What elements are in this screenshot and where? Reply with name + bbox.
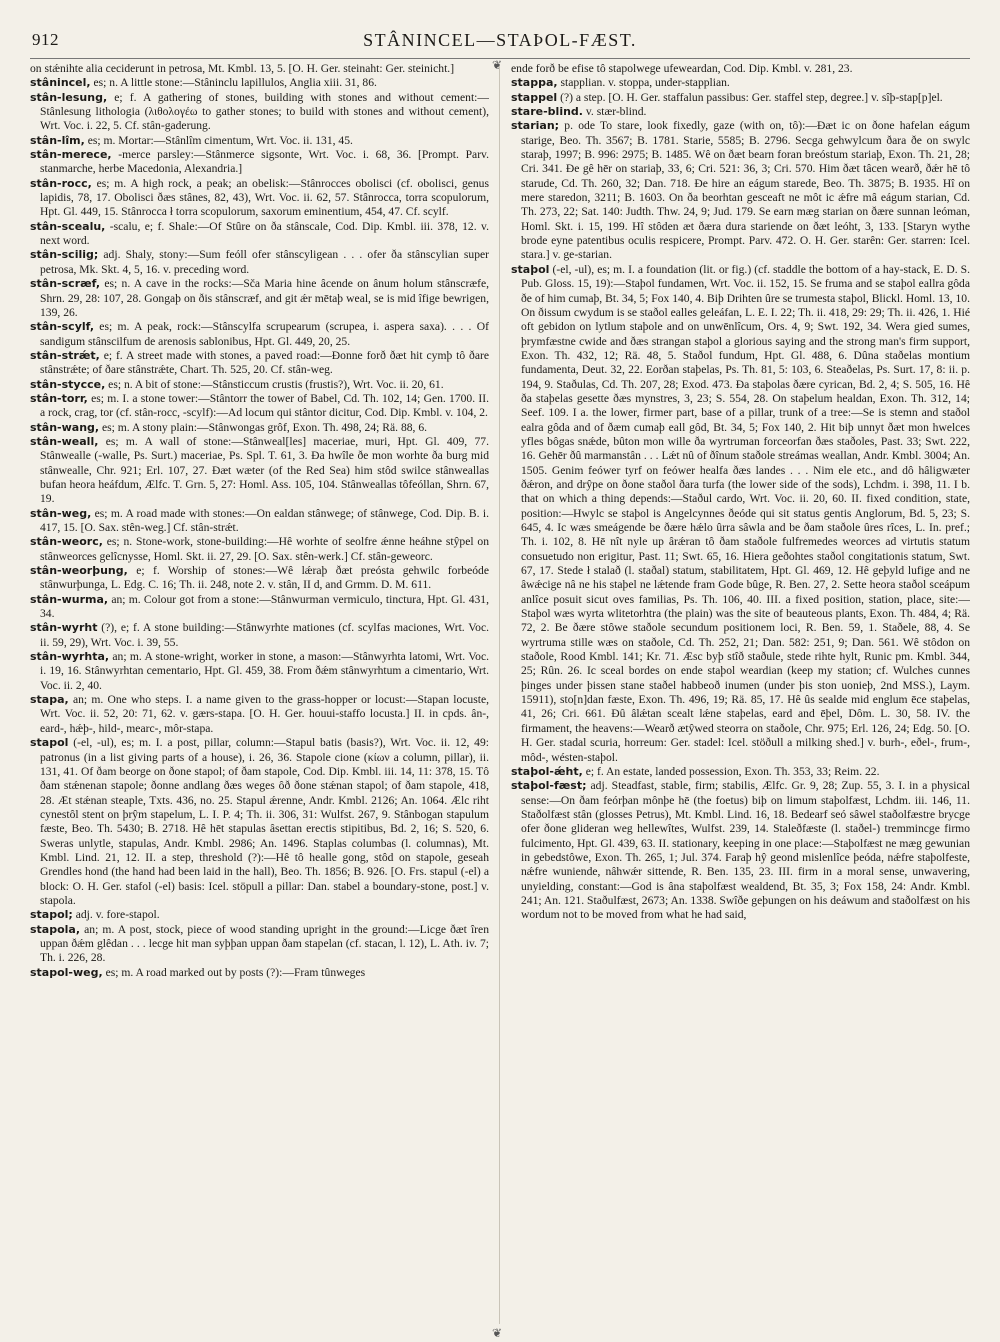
dictionary-entry — [30, 277, 489, 320]
entry-text: adj. Steadfast, stable, firm; stabilis, Ælfc. Gr. 9, 28; Zup. 55, 3. I. in a physical sense:—On ðam feórþan mônþe hē (the foetus) biþ on limum staþolfæst, Lchdm. iii. 146, 11. Staðolfæst stân (glosses Petrus), Mt. Kmbl. Lind. 16, 18. Bedearf seó sâwel staðolfæstre brycge ofer ðone glideran weg hellewîtes, Wulfst. 239, 14. Staleðfæste (l. staðel-) tremmincge firmo fulcimento, Hpt. Gl. 439, 63. II. stationary, keeping in one place:—Staþolfæst ne mæg gewunian in gebedstôwe, Exon. Th. 265, 1; Jul. 374. Faraþ hŷ geond mislenlîce þeóda, nǽfre staþolfeste, nǽfre wuniende, nâhwǽr sittende, R. Ben. 135, 23. III. firm in a moral sense, unwavering, unyielding, constant:—God is âna staþolfæst wealdend, Bt. 35, 3; Fox 158, 24: Andr. Kmbl. 241; An. 121. Staðulfæst, 2673; An. 1338. Swîðe geþungen on his deáwum and staðolfæst on his wordum not to be moved from what he had said, — [521, 779, 970, 922]
entry-text: (-el, -ul), es; m. I. a foundation (lit. or fig.) (cf. staddle the bottom of a hay-stack, E. D. S. Pub. Gloss. 15, 19):—Staþol fundamen, Wrt. Voc. ii. 152, 15. Se fruma and se staþol eallra gôda ðe of him cumaþ, Bt. 34, 5; Fox 140, 4. Biþ Drihten ûre se trumesta staþol, Blickl. Homl. 13, 10. On ðissum cwydum is se staðol ealles geleáfan, L. E. I. 22; Th. ii. 418, 29: 29; Th. ii. 426, 1. Hié oft gebidon on lytlum staþole and on unwēnlîcum, Ors. 4, 9; Swt. 192, 34. Wera gied sumes, þrymfæstne cwide and ðæs strangan staþol a glorious saying and the strong man's firm support, Exon. Th. 432, 12; Rä. 48, 5. Staðol fundum, Hpt. Gl. 488, 6. Dûna staðelas montium fundamenta, Deut. 32, 22. Eorðan staþelas, Ps. Th. 81, 5: 103, 6. Steaðelas, Ps. Surt. 17, 8: ii. p. 194, 9. Staðulas, Cd. Th. 207, 28; Exod. 473. Ða staþolas ðære cyrican, Bd. 2, 4; S. 505, 16. Hê ða staþelas gesette ðæs mynstres, 3, 23; S. 554, 28. On staþelum healdan, Exon. Th. 312, 14; Seef. 109. I a. the lower, firmer part, base of a pillar, trunk of a tree:—Se is stemn and staðol ealra gôda and of ðæm cumaþ eall gôd, Bt. 34, 5; Fox 140, 2. Hit biþ unnyt ðæt mon hwelces yfles bôgas snǽde, bûton mon wille ða wyrtruman forceorfan ðæs staðoles, Past. 33; Swt. 222, 16. Gehēr ðû marmanstân . . . Lǽt nû of ðînum staðole streámas weallan, Andr. Kmbl. 3004; An. 1505. Genim feówer tyrf on feówer healfa ðæs landes . . . Nim ele etc., and dô hâligwæter ðǽron, and drŷpe on ðone staðol ðara turfa (the lower side of the sods), Lchdm. i. 398, 11. I b. that on which a thing depends:—Staðul cardo, Wrt. Voc. ii. 20, 60. II. fixed condition, state, position:—Hwylc se staþol is Angelcynnes ðeóde qui sit status gentis Anglorum, Bd. 5, 23; S. 645, 4. Ic wæs smeágende be ðære hǽlo ûrra sâwla and be ðam staðole ûres rîces, L. In. pref.; Th. i. 102, 8. Hē nît nyle up ârǽran tô ðam staðole fulfremedes weorces ad virtutis statum consuetudo non erigitur, Past. 11; Swt. 65, 16. Hiera geðohtes staðol congitationis statum, Swt. 67, 17. Stede ł stalað (l. staðal) statum, stabilitatem, Hpt. Gl. 469, 12. Hê geþyld lufige and ne âwǽcige nâ ne his staþel ne lǽtende fram Gode bûge, R. Ben. 27, 2. Sette heora staðol sceápum anlîce posuit sicut oves familias, Ps. Th. 106, 40. III. a fixed position, station, place, site:—Staþol wæs wyrta wlitetorhtra (the plain) was the site of beauteous plants, Exon. Th. 484, 4; Rä. 72, 2. Be ðære stôwe staðole secundum positionem loci, R. Ben. 59, 1. Staðele, 88, 4. Se wyrtruma stille wæs on staðole, Cd. Th. 252, 21; Dan. 582: 251, 9; Dan. 561. Wê stôdon on staðole, Rood Kmbl. 141; Kr. 71. Æsc byþ stîð staðule, stede rihte hylt, Runic pm. Kmbl. 344, 25; Rûn. 26. Ic sceal bordes on ende staþol weardian (keep my station; cf. Wulches cunnes þinges under þissen stane staðel habbeoð inumen (under þis ston uonieþ, 2nd MSS.), Laym. 15911), sto[n]dan fæste, Exon. Th. 496, 19; Rä. 85, 17. Hê ûs sealde mid englum ēce staþelas, 41, 26; Cri. 661. Ðû âlǽtan scealt lǽne staþelas, eard and ēþel, Dôm. L. 30, 58. IV. the firmament, the heavens:—Wearð ætŷwed steorra on staðole, Chr. 975; Erl. 126, 24; Edg. 50. [O. H. Ger. stadal scuria, horreum: Ger. stadel: Icel. stöðull a milking shed.] v. burh-, eðel-, frum-, môd-, wésten-staþol. — [521, 262, 970, 764]
dictionary-entry — [30, 650, 489, 693]
entry-text: e; f. An estate, landed possession, Exon. Th. 353, 33; Reim. 22. — [582, 764, 880, 778]
entry-text: -scalu, e; f. Shale:—Of Stûre on ða stânscale, Cod. Dip. Kmbl. iii. 378, 12. v. next word. — [40, 219, 489, 248]
dictionary-entry — [30, 177, 489, 220]
headword: stân-weall, — [30, 434, 99, 448]
headword: staþol-ǽht, — [511, 764, 583, 778]
dictionary-entry — [30, 593, 489, 622]
headword: stapa, — [30, 693, 69, 707]
page-number: 912 — [32, 30, 59, 49]
dictionary-entry — [30, 76, 489, 90]
dictionary-entry — [30, 507, 489, 536]
dictionary-entry — [511, 119, 970, 262]
entry-text: es; n. A little stone:—Stâninclu lapillulos, Anglia xiii. 31, 86. — [90, 76, 377, 90]
dictionary-entry — [30, 220, 489, 249]
headword: stân-scræf, — [30, 277, 101, 291]
entry-text: v. stær-blind. — [582, 105, 647, 119]
headword: stân-weorc, — [30, 535, 103, 549]
entry-text: an; m. Colour got from a stone:—Stânwurman vermiculo, tinctura, Hpt. Gl. 431, 34. — [40, 592, 489, 621]
entry-text: es; m. I. a stone tower:—Stântorr the tower of Babel, Cd. Th. 102, 14; Gen. 1700. II. a rock, crag, tor (cf. stân-rocc, -scylf):—Ad locum qui stântor dicitur, Cod. Dip. Kmbl. v. 104, 2. — [40, 391, 489, 420]
dictionary-entry — [511, 765, 970, 779]
headword: stânincel, — [30, 76, 91, 90]
dictionary-entry — [30, 564, 489, 593]
entry-text: p. ode To stare, look fixedly, gaze (with on, tô):—Ðæt ic on ðone hafelan eágum starige, Beo. Th. 3567; B. 1781. Starie, 5585; B. 2796. Secga gehwylcum ðara ðe on swylc staraþ, 1997; B. 996: 2975; B. 1485. Wê on ðæt bearn foran breóstum stariaþ, Exon. Th. 21, 28; Cri. 341. Ðe gê hēr on stariaþ, 33, 6; Cri. 521: 36, 3; Cri. 570. Him ðæt tâcen wearð, ðǽr hē tô starude, Cd. Th. 260, 32; Dan. 718. Ðe hire an eágum starede, Beo. Th. 3875; B. 1935. Hî on mere staredon, 3211; B. 1603. On ða beorhtan gesceaft ne môt ic ǽfre mâ eágum starian, Cd. Th. 273, 22; Sat. 140: Judth. Thw. 24, 9; Jud. 179. Se earn mæg starian on ðære sunnan leóman, Homl. Skt. i. 15, 199. Hî stôden æt ðæra dura stariende on ðæt leóht, 3, 133. [Staryn wythe brode eyne patentibus oculis respicere, Prompt. Parv. 472. O. H. Ger. starên: Ger. starren: Icel. stara.] v. ge-starian. — [521, 119, 970, 262]
headword: stapol; — [30, 908, 73, 922]
headword: stân-scealu, — [30, 219, 106, 233]
entry-text: es; m. A road marked out by posts (?):—Fram tûnweges — [102, 965, 366, 979]
entry-text: es; m. A road made with stones:—On ealdan stânwege; of stânwege, Cod. Dip. B. i. 417, 15. [O. Sax. stên-weg.] Cf. stân-strǽt. — [40, 506, 489, 534]
headword: stapol — [30, 736, 69, 750]
entry-text: es; m. Mortar:—Stânlîm cimentum, Wrt. Voc. ii. 131, 45. — [84, 133, 353, 147]
dictionary-entry — [511, 76, 970, 90]
headword: staþol-fæst; — [511, 779, 587, 793]
headword: stân-weorþung, — [30, 564, 128, 578]
entry-text: es; m. A peak, rock:—Stânscylfa scrupearum (scrupea, i. aspera saxa). . . . Of sandigum stânscilfum de arenosis sablonibus, Hpt. Gl. 449, 20, 25. — [40, 320, 489, 348]
dictionary-entry — [30, 349, 489, 378]
headword: starian; — [511, 119, 560, 133]
dictionary-entry — [30, 923, 489, 966]
dictionary-entry — [30, 693, 489, 736]
page-title: STÂNINCEL—STAÞOL-FÆST. — [363, 30, 637, 50]
entry-text: es; n. A cave in the rocks:—Sča Maria hine âcende on ânum holum stânscræfe, Shrn. 29, 28: 107, 28. Gongaþ on ðis stânscræf, and git ǽr mētaþ weal, se is mid îfige bewrigen, 139, 26. — [40, 277, 489, 319]
dictionary-entry — [30, 966, 489, 980]
dictionary-entry — [30, 736, 489, 908]
dictionary-entry — [30, 148, 489, 177]
entry-text: adj. v. fore-stapol. — [72, 908, 160, 922]
entry-text: stapplian. v. stoppa, under-stapplian. — [557, 76, 730, 90]
entry-text: e; f. A street made with stones, a paved road:—Ðonne forð ðæt hit cymþ tô ðare stânstrǽte; of ðare stânstrǽte, Chart. Th. 525, 20. Cf. stân-weg. — [40, 348, 489, 377]
headword: stappel — [511, 90, 558, 104]
dictionary-entry — [30, 62, 489, 76]
headword: stân-scylf, — [30, 320, 94, 334]
headword: stapol-weg, — [30, 965, 103, 979]
entry-text: (?), e; f. A stone building:—Stânwyrhte mationes (cf. scylfas maciones, Wrt. Voc. ii. 59, 29), Wrt. Voc. i. 39, 55. — [40, 621, 489, 649]
headword: stân-wurma, — [30, 592, 109, 606]
columns — [30, 62, 970, 1330]
entry-text: es; m. A high rock, a peak; an obelisk:—Stânrocces obolisci (cf. obolisci, genus lapidis, 78, 17. Obolisci ðæs stânes, 82, 43), Wrt. Voc. ii. 62, 57. Stânrocca, torra scopulorum, Hpt. Gl. 449, 15. Stânrocca ł torra scopulorum, saxorum eminentium, 454, 47. Cf. scylf. — [40, 176, 489, 219]
entry-text: on stǽnihte alia ceciderunt in petrosa, Mt. Kmbl. 13, 5. [O. H. Ger. steinaht: Ger. steinicht.] — [30, 62, 455, 75]
headword: stân-torr, — [30, 391, 88, 405]
dictionary-entry — [30, 91, 489, 134]
headword: stân-strǽt, — [30, 348, 100, 362]
entry-text: e; f. Worship of stones:—Wê lǽraþ ðæt preósta gehwilc forbeóde stânwurþunga, L. Edg. C. 16; Th. ii. 248, note 2. v. stân, II d, and Grmm. D. M. 611. — [40, 564, 489, 592]
entry-text: an; m. One who steps. I. a name given to the grass-hopper or locust:—Stapan locuste, Wrt. Voc. ii. 52, 20: 71, 62. v. gærs-stapa. [O. H. Ger. houui-staffo locusta.] II. in cpds. ân-, eard-, hǽþ-, hild-, mearc-, môr-stapa. — [40, 693, 489, 735]
headword: stân-merece, — [30, 148, 112, 162]
ornament-bottom-icon: ❦ — [492, 1326, 503, 1340]
dictionary-entry — [30, 320, 489, 349]
entry-text: e; f. A gathering of stones, building with stones and without cement:—Stânlesung lithologia (λιθολογέω to gather stones; to build with stones and without cement), Wrt. Voc. i. 22, 5. Cf. stân-gaderung. — [40, 90, 489, 133]
left-column — [30, 62, 489, 1330]
entry-text: ende forð be efise tô stapolwege ufeweardan, Cod. Dip. Kmbl. v. 281, 23. — [511, 62, 853, 75]
headword: stappa, — [511, 76, 558, 90]
entry-text: es; n. Stone-work, stone-building:—Hê worhte of seolfre ǽnne heáhne stŷpel on stânweorces gelîcnysse, Homl. Skt. ii. 27, 29. [O. Sax. stên-werk.] Cf. stân-geweorc. — [40, 535, 489, 563]
headword: stân-lîm, — [30, 133, 85, 147]
entry-text: es; n. A bit of stone:—Stânsticcum crustis (frustis?), Wrt. Voc. ii. 20, 61. — [105, 377, 444, 391]
dictionary-entry — [30, 908, 489, 922]
ornament-top-icon: ❦ — [492, 58, 503, 72]
dictionary-entry — [511, 105, 970, 119]
page-header — [30, 26, 970, 59]
right-column — [511, 62, 970, 1330]
headword: stân-wyrht — [30, 621, 98, 635]
headword: stân-lesung, — [30, 90, 108, 104]
headword: stân-stycce, — [30, 377, 106, 391]
entry-text: (-el, -ul), es; m. I. a post, pillar, column:—Stapul batis (basis?), Wrt. Voc. ii. 12, 49: patronus (in a list giving parts of a house), i. 26, 36. Stapole cione (κίων a column, pillar), ii. 131, 41. Of ðam beorge on ðone stapol; of ðam stapole, Cod. Dip. Kmbl. iii. 14, 11: 378, 15. Tô ðam stǽnenan stapole; ðonne andlang ðæs weges ôð ðone stǽnan stapol; of ðam stapole, 418, 28. Æt stǽnan steaple, Txts. 436, no. 25. Stapul ǽrenne, Andr. Kmbl. 2126; An. 1064. Ælc riht cynestôl stent on þrŷm stapelum, L. I. P. 4; Th. ii. 306, 31: Wulfst. 267, 9. Stânbogan stapulum fæste, Beo. Th. 5430; B. 2718. Hê hēt stapulas âsettan erectis stipitibus, Bd. 2, 16; S. 520, 6. Sweras unlytle, stapulas, Andr. Kmbl. 2986; An. 1496. Staplas columbas (l. columnas), Mt. Kmbl. Lind. 21, 12. II. a step, threshold (?):—Hê tô healle gong, stôd on stapole, geseah Grendles hond (the hand had been laid in the hall), Beo. Th. 1856; B. 926. [O. Frs. stapul (-el) a block: O. H. Ger. stafol (-el) basis: Icel. stöpull a pillar: Dan. stabel a boundary-stone, post.] v. stapola. — [40, 736, 489, 907]
dictionary-entry — [30, 392, 489, 421]
entry-text: es; m. A wall of stone:—Stânweal[les] maceriae, muri, Hpt. Gl. 409, 77. Stânwealle (-walle, Ps. Surt.) maceriae, Ps. Spl. T. 61, 3. Ða hwîle ðe mon worhte ða burg mid stânwealle, Chr. 921; Erl. 107, 27. Ðæt wæter (of the Red Sea) him stôd swilce stânweallas bufan heora heáfdum, Ælfc. T. Grn. 5, 27: Homl. Ass. 105, 104. Stânweallas tôfeóllan, Shrn. 67, 19. — [40, 434, 489, 506]
dictionary-entry — [511, 263, 970, 765]
entry-text: an; m. A post, stock, piece of wood standing upright in the ground:—Licge ðæt îren uppan ðǽm glêdan . . . lecge hit man syþþan uppan ðam stapelan (cf. stacan, l. 12), L. Ath. iv. 7; Th. i. 226, 28. — [40, 922, 489, 965]
headword: stapola, — [30, 922, 81, 936]
dictionary-entry — [30, 134, 489, 148]
dictionary-entry — [30, 435, 489, 507]
dictionary-entry — [30, 621, 489, 650]
headword: stân-rocc, — [30, 176, 92, 190]
entry-text: (?) a step. [O. H. Ger. staffalun passibus: Ger. staffel step, degree.] v. sîþ-stap[p]el. — [557, 90, 943, 104]
headword: stân-scilig; — [30, 248, 99, 262]
dictionary-entry — [511, 91, 970, 105]
headword: staþol — [511, 262, 550, 276]
headword: stare-blind. — [511, 105, 583, 119]
entry-text: es; m. A stony plain:—Stânwongas grôf, Exon. Th. 498, 24; Rä. 88, 6. — [99, 420, 428, 434]
headword: stân-weg, — [30, 506, 92, 520]
headword: stân-wyrhta, — [30, 650, 110, 664]
entry-text: an; m. A stone-wright, worker in stone, a mason:—Stânwyrhta latomi, Wrt. Voc. i. 19, 16. Stânwyrhtan cementario, Hpt. Gl. 459, 38. From ðǽm stânwyrhtum a cimentario, Wrt. Voc. ii. 2, 40. — [40, 650, 489, 692]
entry-text: -merce parsley:—Stânmerce sigsonte, Wrt. Voc. i. 68, 36. [Prompt. Parv. stanmarche, herbe Macedonia, Alexandria.] — [40, 148, 489, 176]
dictionary-entry — [30, 421, 489, 435]
headword: stân-wang, — [30, 420, 100, 434]
dictionary-entry — [511, 62, 970, 76]
entry-text: adj. Shaly, stony:—Sum feóll ofer stânscyligean . . . ofer ða stânscylian super petrosa, Mk. Skt. 4, 5, 16. v. preceding word. — [40, 248, 489, 276]
dictionary-entry — [511, 779, 970, 922]
dictionary-entry — [30, 535, 489, 564]
dictionary-entry — [30, 378, 489, 392]
dictionary-entry — [30, 248, 489, 277]
